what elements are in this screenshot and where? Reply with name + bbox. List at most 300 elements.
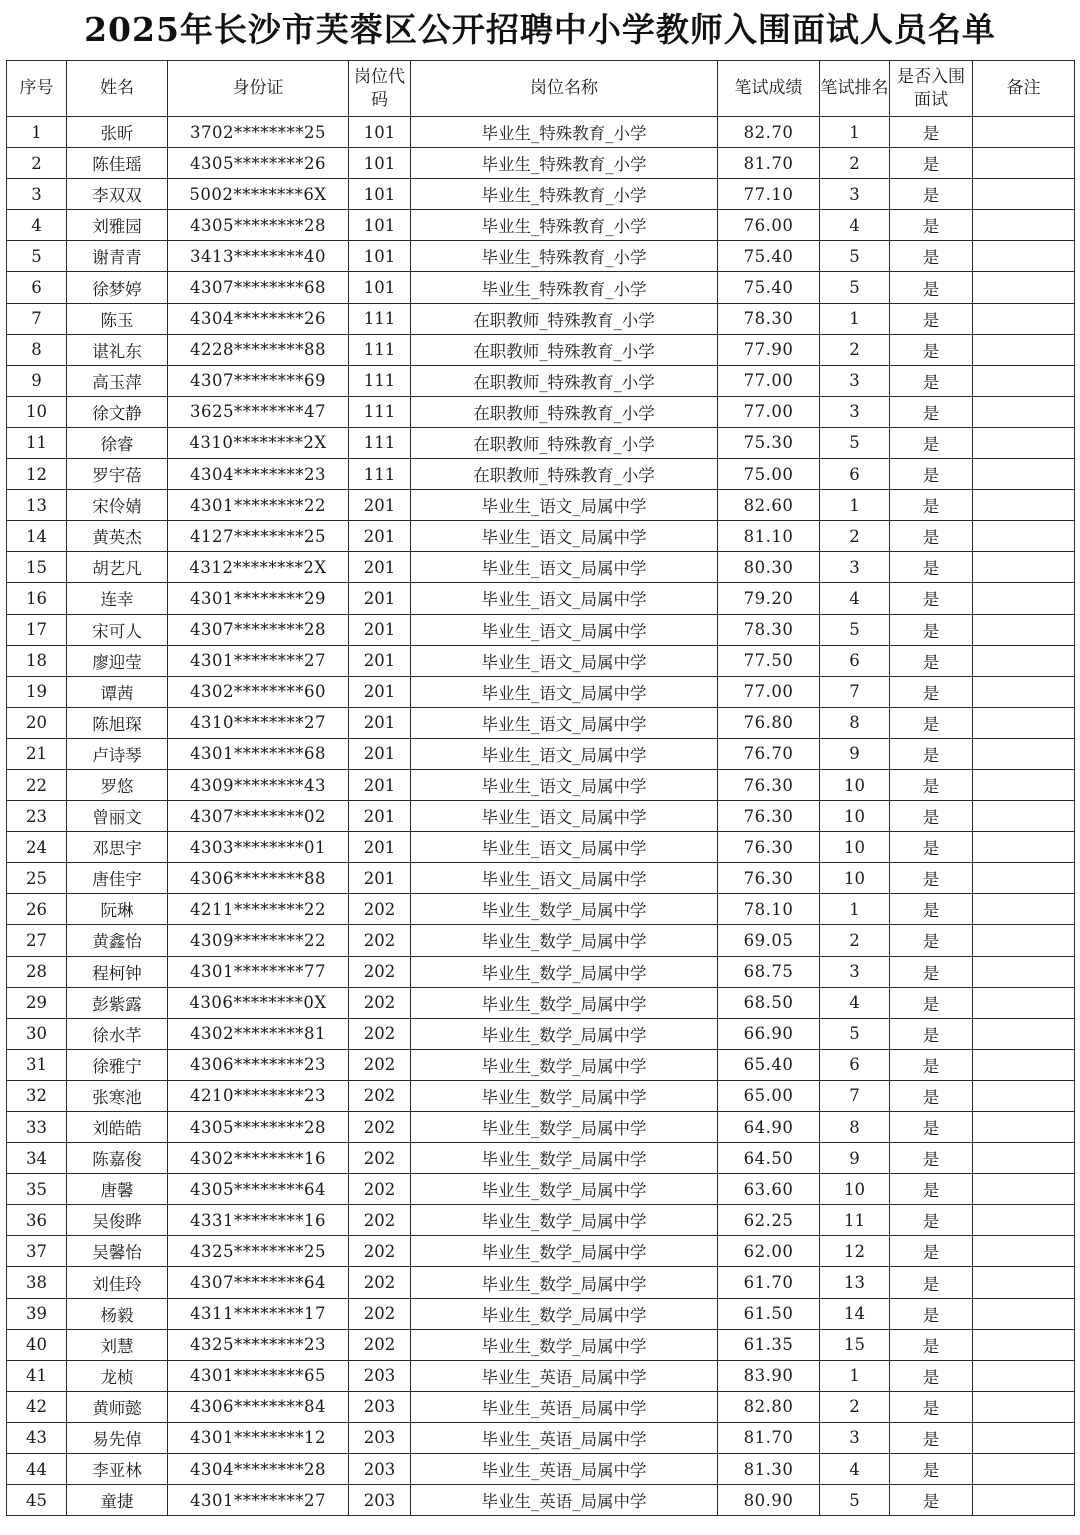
post-name-cell: 毕业生_语文_局属中学 — [411, 863, 718, 894]
interview-status-cell: 是 — [890, 1360, 973, 1391]
interview-status-cell: 是 — [890, 210, 973, 241]
name-cell: 徐雅宁 — [67, 1049, 168, 1080]
written-score-cell: 75.40 — [718, 241, 820, 272]
post-name-cell: 毕业生_数学_局属中学 — [411, 1236, 718, 1267]
name-cell: 刘慧 — [67, 1329, 168, 1360]
written-score-cell: 63.60 — [718, 1174, 820, 1205]
name-cell: 张昕 — [67, 117, 168, 148]
remarks-cell — [973, 1454, 1075, 1485]
name-cell: 曾丽文 — [67, 801, 168, 832]
interview-status-cell: 是 — [890, 676, 973, 707]
written-rank-cell: 11 — [820, 1205, 890, 1236]
name-cell: 陈玉 — [67, 303, 168, 334]
column-header-index: 序号 — [7, 61, 67, 117]
table-row — [7, 1267, 1075, 1298]
name-cell: 刘佳玲 — [67, 1267, 168, 1298]
index-cell: 6 — [7, 272, 67, 303]
written-rank-cell: 9 — [820, 1143, 890, 1174]
table-row — [7, 272, 1075, 303]
post-code-cell: 202 — [349, 1018, 411, 1049]
table-row — [7, 1360, 1075, 1391]
index-cell: 9 — [7, 365, 67, 396]
name-cell: 程柯钟 — [67, 956, 168, 987]
written-rank-cell: 3 — [820, 956, 890, 987]
index-cell: 39 — [7, 1298, 67, 1329]
column-header-post-code: 岗位代码 — [349, 61, 411, 117]
id-number-cell: 4309********22 — [168, 925, 349, 956]
remarks-cell — [973, 396, 1075, 427]
index-cell: 43 — [7, 1422, 67, 1453]
post-code-cell: 101 — [349, 148, 411, 179]
name-cell: 黄师懿 — [67, 1391, 168, 1422]
table-row — [7, 1112, 1075, 1143]
name-cell: 龙桢 — [67, 1360, 168, 1391]
written-score-cell: 61.35 — [718, 1329, 820, 1360]
post-code-cell: 202 — [349, 1205, 411, 1236]
written-score-cell: 78.30 — [718, 303, 820, 334]
interview-status-cell: 是 — [890, 1329, 973, 1360]
column-header-id-number: 身份证 — [168, 61, 349, 117]
written-rank-cell: 2 — [820, 1391, 890, 1422]
interview-status-cell: 是 — [890, 1080, 973, 1111]
index-cell: 34 — [7, 1143, 67, 1174]
table-row — [7, 334, 1075, 365]
post-code-cell: 201 — [349, 490, 411, 521]
post-name-cell: 毕业生_语文_局属中学 — [411, 769, 718, 800]
post-name-cell: 毕业生_语文_局属中学 — [411, 614, 718, 645]
written-rank-cell: 13 — [820, 1267, 890, 1298]
post-code-cell: 203 — [349, 1391, 411, 1422]
post-name-cell: 毕业生_特殊教育_小学 — [411, 117, 718, 148]
name-cell: 李双双 — [67, 179, 168, 210]
id-number-cell: 4304********28 — [168, 1454, 349, 1485]
post-name-cell: 在职教师_特殊教育_小学 — [411, 396, 718, 427]
table-row — [7, 707, 1075, 738]
id-number-cell: 4304********23 — [168, 459, 349, 490]
index-cell: 5 — [7, 241, 67, 272]
post-code-cell: 203 — [349, 1454, 411, 1485]
column-header-name: 姓名 — [67, 61, 168, 117]
id-number-cell: 4211********22 — [168, 894, 349, 925]
written-score-cell: 76.80 — [718, 707, 820, 738]
page-title: 2025年长沙市芙蓉区公开招聘中小学教师入围面试人员名单 — [84, 10, 996, 49]
table-row — [7, 521, 1075, 552]
post-name-cell: 在职教师_特殊教育_小学 — [411, 365, 718, 396]
table-body — [7, 117, 1075, 1516]
table-row — [7, 552, 1075, 583]
post-code-cell: 201 — [349, 832, 411, 863]
interview-status-cell: 是 — [890, 396, 973, 427]
name-cell: 谢青青 — [67, 241, 168, 272]
post-name-cell: 毕业生_英语_局属中学 — [411, 1454, 718, 1485]
id-number-cell: 4301********77 — [168, 956, 349, 987]
written-score-cell: 69.05 — [718, 925, 820, 956]
remarks-cell — [973, 1329, 1075, 1360]
written-score-cell: 64.50 — [718, 1143, 820, 1174]
interview-status-cell: 是 — [890, 521, 973, 552]
name-cell: 刘雅园 — [67, 210, 168, 241]
written-rank-cell: 2 — [820, 521, 890, 552]
written-score-cell: 75.30 — [718, 427, 820, 458]
post-code-cell: 101 — [349, 210, 411, 241]
written-rank-cell: 6 — [820, 1049, 890, 1080]
post-code-cell: 202 — [349, 987, 411, 1018]
post-code-cell: 201 — [349, 863, 411, 894]
post-code-cell: 201 — [349, 583, 411, 614]
index-cell: 42 — [7, 1391, 67, 1422]
name-cell: 陈嘉俊 — [67, 1143, 168, 1174]
id-number-cell: 4307********28 — [168, 614, 349, 645]
post-code-cell: 202 — [349, 1143, 411, 1174]
id-number-cell: 4325********23 — [168, 1329, 349, 1360]
written-score-cell: 81.70 — [718, 1422, 820, 1453]
interview-status-cell: 是 — [890, 987, 973, 1018]
post-name-cell: 毕业生_数学_局属中学 — [411, 1112, 718, 1143]
post-name-cell: 在职教师_特殊教育_小学 — [411, 334, 718, 365]
written-score-cell: 62.25 — [718, 1205, 820, 1236]
written-rank-cell: 1 — [820, 303, 890, 334]
interview-status-cell: 是 — [890, 925, 973, 956]
remarks-cell — [973, 832, 1075, 863]
table-row — [7, 396, 1075, 427]
remarks-cell — [973, 1236, 1075, 1267]
index-cell: 18 — [7, 645, 67, 676]
id-number-cell: 3413********40 — [168, 241, 349, 272]
name-cell: 李亚林 — [67, 1454, 168, 1485]
index-cell: 26 — [7, 894, 67, 925]
interview-status-cell: 是 — [890, 707, 973, 738]
remarks-cell — [973, 303, 1075, 334]
name-cell: 宋可人 — [67, 614, 168, 645]
post-code-cell: 101 — [349, 272, 411, 303]
written-rank-cell: 8 — [820, 707, 890, 738]
post-name-cell: 毕业生_语文_局属中学 — [411, 645, 718, 676]
post-name-cell: 在职教师_特殊教育_小学 — [411, 303, 718, 334]
written-score-cell: 61.70 — [718, 1267, 820, 1298]
table-row — [7, 645, 1075, 676]
post-name-cell: 毕业生_语文_局属中学 — [411, 521, 718, 552]
index-cell: 2 — [7, 148, 67, 179]
written-rank-cell: 7 — [820, 676, 890, 707]
post-name-cell: 毕业生_英语_局属中学 — [411, 1422, 718, 1453]
id-number-cell: 4302********81 — [168, 1018, 349, 1049]
table-row — [7, 676, 1075, 707]
written-score-cell: 76.30 — [718, 801, 820, 832]
written-score-cell: 66.90 — [718, 1018, 820, 1049]
name-cell: 谌礼东 — [67, 334, 168, 365]
written-score-cell: 77.50 — [718, 645, 820, 676]
interview-status-cell: 是 — [890, 459, 973, 490]
written-score-cell: 68.75 — [718, 956, 820, 987]
interview-status-cell: 是 — [890, 1205, 973, 1236]
remarks-cell — [973, 1018, 1075, 1049]
table-row — [7, 956, 1075, 987]
name-cell: 黄鑫怡 — [67, 925, 168, 956]
id-number-cell: 4307********64 — [168, 1267, 349, 1298]
index-cell: 32 — [7, 1080, 67, 1111]
interview-status-cell: 是 — [890, 645, 973, 676]
index-cell: 38 — [7, 1267, 67, 1298]
interview-status-cell: 是 — [890, 863, 973, 894]
written-rank-cell: 5 — [820, 1485, 890, 1516]
interview-status-cell: 是 — [890, 832, 973, 863]
post-name-cell: 毕业生_英语_局属中学 — [411, 1391, 718, 1422]
name-cell: 陈佳瑶 — [67, 148, 168, 179]
written-score-cell: 76.30 — [718, 769, 820, 800]
id-number-cell: 4305********28 — [168, 210, 349, 241]
index-cell: 23 — [7, 801, 67, 832]
remarks-cell — [973, 334, 1075, 365]
post-code-cell: 202 — [349, 1267, 411, 1298]
id-number-cell: 4305********26 — [168, 148, 349, 179]
interview-status-cell: 是 — [890, 738, 973, 769]
post-name-cell: 毕业生_数学_局属中学 — [411, 1143, 718, 1174]
post-name-cell: 毕业生_语文_局属中学 — [411, 552, 718, 583]
interview-status-cell: 是 — [890, 303, 973, 334]
post-name-cell: 毕业生_英语_局属中学 — [411, 1360, 718, 1391]
id-number-cell: 4331********16 — [168, 1205, 349, 1236]
written-score-cell: 80.90 — [718, 1485, 820, 1516]
name-cell: 连幸 — [67, 583, 168, 614]
index-cell: 41 — [7, 1360, 67, 1391]
id-number-cell: 4309********43 — [168, 769, 349, 800]
post-code-cell: 111 — [349, 365, 411, 396]
index-cell: 27 — [7, 925, 67, 956]
written-score-cell: 75.00 — [718, 459, 820, 490]
name-cell: 徐文静 — [67, 396, 168, 427]
column-header-written-score: 笔试成绩 — [718, 61, 820, 117]
written-rank-cell: 3 — [820, 179, 890, 210]
post-name-cell: 毕业生_语文_局属中学 — [411, 676, 718, 707]
written-score-cell: 77.00 — [718, 396, 820, 427]
post-code-cell: 111 — [349, 427, 411, 458]
post-name-cell: 毕业生_英语_局属中学 — [411, 1485, 718, 1516]
post-name-cell: 毕业生_数学_局属中学 — [411, 1018, 718, 1049]
index-cell: 37 — [7, 1236, 67, 1267]
id-number-cell: 4210********23 — [168, 1080, 349, 1111]
column-header-post-name: 岗位名称 — [411, 61, 718, 117]
written-score-cell: 83.90 — [718, 1360, 820, 1391]
remarks-cell — [973, 272, 1075, 303]
id-number-cell: 3625********47 — [168, 396, 349, 427]
name-cell: 唐馨 — [67, 1174, 168, 1205]
interview-status-cell: 是 — [890, 769, 973, 800]
remarks-cell — [973, 738, 1075, 769]
written-rank-cell: 4 — [820, 987, 890, 1018]
written-rank-cell: 1 — [820, 490, 890, 521]
interview-status-cell: 是 — [890, 1298, 973, 1329]
name-cell: 徐水芊 — [67, 1018, 168, 1049]
table-row — [7, 241, 1075, 272]
post-code-cell: 201 — [349, 801, 411, 832]
remarks-cell — [973, 1422, 1075, 1453]
written-rank-cell: 5 — [820, 272, 890, 303]
table-row — [7, 459, 1075, 490]
written-rank-cell: 4 — [820, 583, 890, 614]
remarks-cell — [973, 241, 1075, 272]
index-cell: 33 — [7, 1112, 67, 1143]
name-cell: 徐梦婷 — [67, 272, 168, 303]
name-cell: 杨毅 — [67, 1298, 168, 1329]
post-name-cell: 毕业生_语文_局属中学 — [411, 583, 718, 614]
name-cell: 高玉萍 — [67, 365, 168, 396]
post-name-cell: 毕业生_数学_局属中学 — [411, 894, 718, 925]
table-row — [7, 1298, 1075, 1329]
interview-status-cell: 是 — [890, 148, 973, 179]
interview-status-cell: 是 — [890, 583, 973, 614]
post-code-cell: 111 — [349, 459, 411, 490]
id-number-cell: 4301********68 — [168, 738, 349, 769]
index-cell: 45 — [7, 1485, 67, 1516]
remarks-cell — [973, 1391, 1075, 1422]
remarks-cell — [973, 863, 1075, 894]
remarks-cell — [973, 987, 1075, 1018]
index-cell: 14 — [7, 521, 67, 552]
written-rank-cell: 10 — [820, 769, 890, 800]
post-code-cell: 203 — [349, 1485, 411, 1516]
written-rank-cell: 15 — [820, 1329, 890, 1360]
name-cell: 宋伶婧 — [67, 490, 168, 521]
interview-status-cell: 是 — [890, 365, 973, 396]
post-name-cell: 毕业生_语文_局属中学 — [411, 801, 718, 832]
written-score-cell: 81.70 — [718, 148, 820, 179]
interview-status-cell: 是 — [890, 490, 973, 521]
written-score-cell: 77.90 — [718, 334, 820, 365]
id-number-cell: 4305********28 — [168, 1112, 349, 1143]
interview-status-cell: 是 — [890, 334, 973, 365]
written-rank-cell: 3 — [820, 396, 890, 427]
interview-status-cell: 是 — [890, 1485, 973, 1516]
remarks-cell — [973, 1080, 1075, 1111]
written-score-cell: 78.10 — [718, 894, 820, 925]
post-code-cell: 202 — [349, 1049, 411, 1080]
remarks-cell — [973, 210, 1075, 241]
id-number-cell: 4301********29 — [168, 583, 349, 614]
table-row — [7, 863, 1075, 894]
remarks-cell — [973, 801, 1075, 832]
post-name-cell: 毕业生_特殊教育_小学 — [411, 272, 718, 303]
index-cell: 16 — [7, 583, 67, 614]
name-cell: 陈旭琛 — [67, 707, 168, 738]
written-score-cell: 76.00 — [718, 210, 820, 241]
id-number-cell: 4306********88 — [168, 863, 349, 894]
post-name-cell: 毕业生_特殊教育_小学 — [411, 148, 718, 179]
index-cell: 4 — [7, 210, 67, 241]
index-cell: 21 — [7, 738, 67, 769]
remarks-cell — [973, 552, 1075, 583]
written-rank-cell: 2 — [820, 334, 890, 365]
id-number-cell: 4303********01 — [168, 832, 349, 863]
post-name-cell: 毕业生_数学_局属中学 — [411, 1267, 718, 1298]
name-cell: 易先倬 — [67, 1422, 168, 1453]
name-cell: 廖迎莹 — [67, 645, 168, 676]
post-code-cell: 201 — [349, 769, 411, 800]
table-row — [7, 769, 1075, 800]
id-number-cell: 4228********88 — [168, 334, 349, 365]
written-score-cell: 75.40 — [718, 272, 820, 303]
post-name-cell: 毕业生_语文_局属中学 — [411, 832, 718, 863]
index-cell: 15 — [7, 552, 67, 583]
index-cell: 12 — [7, 459, 67, 490]
written-rank-cell: 5 — [820, 427, 890, 458]
written-score-cell: 79.20 — [718, 583, 820, 614]
name-cell: 彭紫露 — [67, 987, 168, 1018]
written-rank-cell: 8 — [820, 1112, 890, 1143]
remarks-cell — [973, 459, 1075, 490]
post-code-cell: 202 — [349, 925, 411, 956]
remarks-cell — [973, 956, 1075, 987]
post-code-cell: 202 — [349, 1329, 411, 1360]
written-score-cell: 82.70 — [718, 117, 820, 148]
index-cell: 29 — [7, 987, 67, 1018]
table-row — [7, 832, 1075, 863]
written-score-cell: 77.00 — [718, 676, 820, 707]
written-rank-cell: 5 — [820, 614, 890, 645]
name-cell: 罗悠 — [67, 769, 168, 800]
interview-status-cell: 是 — [890, 1422, 973, 1453]
written-rank-cell: 2 — [820, 925, 890, 956]
interview-status-cell: 是 — [890, 241, 973, 272]
interview-status-cell: 是 — [890, 1018, 973, 1049]
index-cell: 31 — [7, 1049, 67, 1080]
remarks-cell — [973, 117, 1075, 148]
written-rank-cell: 1 — [820, 894, 890, 925]
interview-status-cell: 是 — [890, 1236, 973, 1267]
table-row — [7, 365, 1075, 396]
name-cell: 吴馨怡 — [67, 1236, 168, 1267]
written-rank-cell: 10 — [820, 801, 890, 832]
index-cell: 22 — [7, 769, 67, 800]
interview-status-cell: 是 — [890, 552, 973, 583]
id-number-cell: 4302********60 — [168, 676, 349, 707]
remarks-cell — [973, 365, 1075, 396]
interview-status-cell: 是 — [890, 956, 973, 987]
written-score-cell: 81.10 — [718, 521, 820, 552]
name-cell: 邓思宇 — [67, 832, 168, 863]
interview-status-cell: 是 — [890, 272, 973, 303]
written-rank-cell: 2 — [820, 148, 890, 179]
table-row — [7, 583, 1075, 614]
name-cell: 唐佳宇 — [67, 863, 168, 894]
index-cell: 19 — [7, 676, 67, 707]
interview-status-cell: 是 — [890, 117, 973, 148]
id-number-cell: 4301********27 — [168, 645, 349, 676]
written-score-cell: 62.00 — [718, 1236, 820, 1267]
index-cell: 17 — [7, 614, 67, 645]
post-code-cell: 201 — [349, 676, 411, 707]
post-name-cell: 毕业生_数学_局属中学 — [411, 925, 718, 956]
table-row — [7, 303, 1075, 334]
remarks-cell — [973, 427, 1075, 458]
table-row — [7, 1422, 1075, 1453]
post-code-cell: 101 — [349, 241, 411, 272]
id-number-cell: 4307********68 — [168, 272, 349, 303]
post-name-cell: 毕业生_语文_局属中学 — [411, 738, 718, 769]
post-code-cell: 202 — [349, 1236, 411, 1267]
post-code-cell: 202 — [349, 956, 411, 987]
id-number-cell: 4302********16 — [168, 1143, 349, 1174]
written-rank-cell: 10 — [820, 832, 890, 863]
post-name-cell: 毕业生_数学_局属中学 — [411, 1298, 718, 1329]
post-name-cell: 毕业生_数学_局属中学 — [411, 1205, 718, 1236]
interview-status-cell: 是 — [890, 894, 973, 925]
remarks-cell — [973, 769, 1075, 800]
post-code-cell: 101 — [349, 117, 411, 148]
written-score-cell: 64.90 — [718, 1112, 820, 1143]
id-number-cell: 4301********27 — [168, 1485, 349, 1516]
post-code-cell: 202 — [349, 894, 411, 925]
interview-status-cell: 是 — [890, 179, 973, 210]
